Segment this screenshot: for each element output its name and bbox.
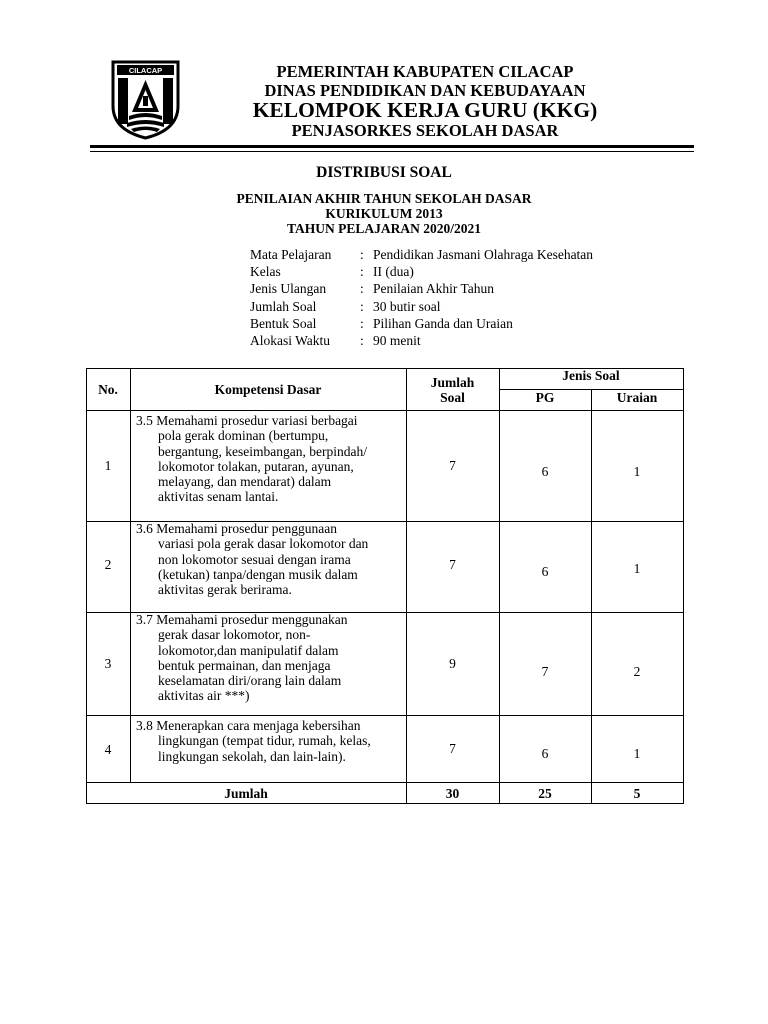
kd-line: aktivitas air ***)	[158, 688, 250, 704]
row-pg: 7	[541, 664, 549, 679]
total-uraian: 5	[633, 786, 641, 801]
info-label: Kelas	[250, 264, 281, 280]
row-uraian: 1	[633, 746, 641, 761]
info-value: 90 menit	[373, 332, 421, 348]
kop-line-3: KELOMPOK KERJA GURU (KKG)	[252, 98, 598, 122]
info-row	[250, 263, 593, 280]
info-label: Alokasi Waktu	[250, 332, 331, 348]
info-colon: :	[360, 281, 364, 297]
kop-line-1: PEMERINTAH KABUPATEN CILACAP	[276, 62, 574, 81]
row-kompetensi-dasar	[136, 521, 368, 597]
header-jumlah-soal-1: Jumlah	[430, 375, 475, 390]
info-value: 30 butir soal	[373, 298, 441, 314]
row-kompetensi-dasar	[136, 718, 371, 764]
kd-line: variasi pola gerak dasar lokomotor dan	[158, 536, 369, 552]
info-value: II (dua)	[373, 264, 414, 280]
row-no: 4	[104, 742, 112, 757]
info-colon: :	[360, 298, 364, 314]
info-value: Pendidikan Jasmani Olahraga Kesehatan	[373, 247, 594, 262]
kd-line: lokomotor,dan manipulatif dalam	[158, 642, 339, 658]
document-subtitle-2: KURIKULUM 2013	[325, 206, 443, 221]
info-colon: :	[360, 247, 364, 262]
kd-line: gerak dasar lokomotor, non-	[158, 627, 311, 643]
row-no: 3	[104, 656, 112, 671]
document-title: DISTRIBUSI SOAL	[316, 164, 452, 181]
row-uraian: 1	[633, 561, 641, 576]
kop-line-2: DINAS PENDIDIKAN DAN KEBUDAYAAN	[264, 81, 586, 100]
header-no: No.	[98, 382, 118, 397]
kd-line: 3.6 Memahami prosedur penggunaan	[136, 521, 337, 536]
kd-line: aktivitas gerak berirama.	[158, 582, 292, 598]
row-uraian: 1	[633, 464, 641, 479]
info-label: Jumlah Soal	[250, 298, 317, 314]
row-jumlah-soal: 9	[449, 656, 456, 671]
kd-line: lingkungan (tempat tidur, rumah, kelas,	[158, 733, 371, 749]
kd-line: non lokomotor sesuai dengan irama	[158, 551, 351, 567]
logo-text: CILACAP	[128, 66, 163, 75]
row-jumlah-soal: 7	[449, 557, 456, 572]
kd-line: 3.7 Memahami prosedur menggunakan	[136, 612, 348, 627]
kd-line: lingkungan sekolah, dan lain-lain).	[158, 748, 346, 764]
info-colon: :	[360, 315, 364, 331]
info-label: Mata Pelajaran	[250, 247, 332, 262]
info-row	[250, 280, 593, 297]
info-label: Bentuk Soal	[250, 315, 317, 331]
header-uraian: Uraian	[616, 390, 658, 405]
kd-line: pola gerak dominan (bertumpu,	[158, 428, 329, 444]
header-kompetensi-dasar: Kompetensi Dasar	[214, 382, 322, 397]
row-no: 2	[104, 557, 112, 572]
kd-line: 3.5 Memahami prosedur variasi berbagai	[136, 413, 358, 428]
header-jumlah-soal-2: Soal	[440, 390, 465, 405]
row-pg: 6	[541, 564, 549, 579]
kd-line: keselamatan diri/orang lain dalam	[158, 673, 342, 689]
info-value: Penilaian Akhir Tahun	[373, 281, 495, 297]
row-pg: 6	[541, 464, 549, 479]
header-divider-thick	[90, 145, 694, 148]
total-pg: 25	[538, 786, 552, 801]
kd-line: melayang, dan mendarat) dalam	[158, 474, 332, 490]
info-row	[250, 246, 593, 263]
info-value: Pilihan Ganda dan Uraian	[373, 315, 513, 331]
total-label: Jumlah	[224, 786, 268, 801]
info-row	[250, 298, 593, 315]
info-block	[250, 246, 593, 349]
info-label: Jenis Ulangan	[250, 281, 327, 297]
info-row	[250, 315, 593, 332]
row-jumlah-soal: 7	[449, 458, 456, 473]
header-jenis-soal: Jenis Soal	[562, 368, 620, 383]
kd-line: lokomotor tolakan, putaran, ayunan,	[158, 458, 354, 474]
row-pg: 6	[541, 746, 549, 761]
info-colon: :	[360, 332, 364, 348]
kd-line: 3.8 Menerapkan cara menjaga kebersihan	[136, 718, 361, 733]
row-no: 1	[104, 458, 112, 473]
total-jumlah-soal: 30	[445, 786, 460, 801]
kd-line: bentuk permainan, dan menjaga	[158, 657, 331, 673]
row-kompetensi-dasar	[136, 612, 347, 704]
info-row	[250, 332, 593, 349]
row-uraian: 2	[633, 664, 641, 679]
header-divider-thin	[90, 151, 694, 152]
row-kompetensi-dasar	[136, 413, 367, 505]
kd-line: (ketukan) tanpa/dengan musik dalam	[158, 566, 358, 582]
info-colon: :	[360, 264, 364, 280]
kd-line: bergantung, keseimbangan, berpindah/	[158, 443, 367, 459]
kop-line-4: PENJASORKES SEKOLAH DASAR	[291, 121, 559, 140]
cilacap-logo	[109, 60, 182, 140]
header-pg: PG	[535, 390, 555, 405]
document-subtitle-1: PENILAIAN AKHIR TAHUN SEKOLAH DASAR	[236, 191, 532, 206]
row-jumlah-soal: 7	[449, 741, 456, 756]
document-subtitle-3: TAHUN PELAJARAN 2020/2021	[286, 221, 481, 236]
kd-line: aktivitas senam lantai.	[158, 489, 279, 505]
